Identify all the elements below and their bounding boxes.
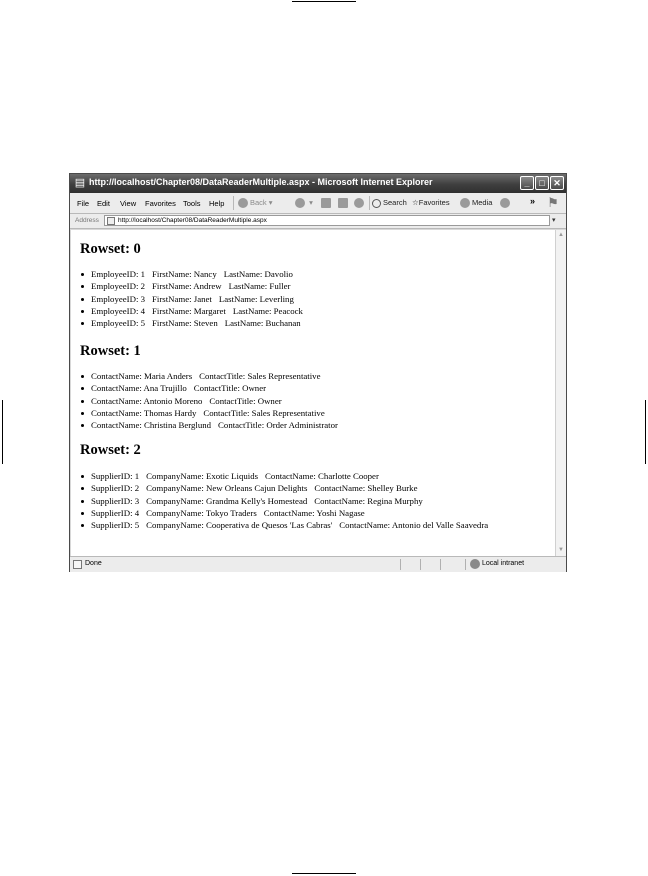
back-icon <box>238 198 248 208</box>
list-item: SupplierID: 5 CompanyName: Cooperativa de Quesos 'Las Cabras' ContactName: Antonio del Valle Saavedra <box>71 519 488 531</box>
status-divider <box>420 559 421 570</box>
status-divider <box>465 559 466 570</box>
favorites-star-icon: ☆ <box>412 198 419 207</box>
search-button[interactable] <box>372 198 407 208</box>
status-text: Done <box>85 560 102 567</box>
list-item: SupplierID: 1 CompanyName: Exotic Liquids ContactName: Charlotte Cooper <box>71 470 488 482</box>
history-icon <box>500 198 510 208</box>
menu-tools[interactable]: Tools <box>183 199 201 208</box>
search-icon <box>372 199 381 208</box>
list-item: SupplierID: 4 CompanyName: Tokyo Traders ContactName: Yoshi Nagase <box>71 507 488 519</box>
minimize-button[interactable]: _ <box>520 176 534 190</box>
right-margin-mark <box>645 400 646 464</box>
title-bar <box>70 174 566 193</box>
bottom-page-rule <box>292 873 356 874</box>
list-item: EmployeeID: 2 FirstName: Andrew LastName: Fuller <box>71 280 303 292</box>
vertical-scrollbar[interactable] <box>555 230 566 556</box>
address-input[interactable] <box>104 215 550 226</box>
left-margin-mark <box>2 400 3 464</box>
address-dropdown-icon[interactable]: ▾ <box>552 217 556 224</box>
page-icon <box>107 217 115 225</box>
media-button[interactable] <box>460 198 492 208</box>
toolbar-separator <box>233 196 234 210</box>
list-item: EmployeeID: 1 FirstName: Nancy LastName: Davolio <box>71 268 303 280</box>
ie-page-icon: ▤ <box>74 177 86 189</box>
list-item: SupplierID: 2 CompanyName: New Orleans Cajun Delights ContactName: Shelley Burke <box>71 482 488 494</box>
windows-logo-icon: ⚑ <box>547 195 559 210</box>
menu-edit[interactable]: Edit <box>97 199 110 208</box>
list-item: ContactName: Christina Berglund ContactTitle: Order Administrator <box>71 419 338 431</box>
toolbar-chevron[interactable]: » <box>530 196 536 206</box>
scroll-up-icon[interactable]: ▲ <box>558 232 564 238</box>
status-bar <box>70 556 566 572</box>
list-item: EmployeeID: 3 FirstName: Janet LastName: Leverling <box>71 293 303 305</box>
menu-view[interactable]: View <box>120 199 137 208</box>
intranet-zone-icon <box>470 559 480 569</box>
menu-help[interactable]: Help <box>209 199 225 208</box>
menu-toolbar-bar <box>70 193 566 214</box>
done-page-icon <box>73 560 82 569</box>
page-content <box>71 230 555 556</box>
refresh-icon <box>338 198 348 208</box>
favorites-button[interactable] <box>412 198 450 207</box>
status-divider <box>440 559 441 570</box>
list-item: ContactName: Antonio Moreno ContactTitle: Owner <box>71 395 338 407</box>
window-title: http://localhost/Chapter08/DataReaderMultiple.aspx - Microsoft Internet Explorer <box>89 177 433 187</box>
rowset-list <box>71 370 338 431</box>
favorites-label: Favorites <box>418 198 450 207</box>
menu-favorites[interactable]: Favorites <box>145 199 176 208</box>
list-item: ContactName: Ana Trujillo ContactTitle: Owner <box>71 382 338 394</box>
forward-button[interactable]: ▾ <box>295 198 313 208</box>
address-url: http://localhost/Chapter08/DataReaderMultiple.aspx <box>118 217 267 224</box>
rowset-list <box>71 268 303 329</box>
top-page-rule <box>292 1 356 2</box>
back-label: Back <box>250 198 267 207</box>
search-label: Search <box>383 198 407 207</box>
media-icon <box>460 198 470 208</box>
forward-icon <box>295 198 305 208</box>
home-button[interactable] <box>354 198 366 208</box>
rowset-heading: Rowset: 1 <box>80 343 141 359</box>
menu-file[interactable]: File <box>77 199 90 208</box>
maximize-button[interactable]: □ <box>535 176 549 190</box>
list-item: ContactName: Thomas Hardy ContactTitle: Sales Representative <box>71 407 338 419</box>
list-item: EmployeeID: 5 FirstName: Steven LastName: Buchanan <box>71 317 303 329</box>
refresh-button[interactable] <box>338 198 350 208</box>
address-label: Address <box>75 217 99 224</box>
home-icon <box>354 198 364 208</box>
status-divider <box>400 559 401 570</box>
back-button[interactable]: Back ▾ <box>238 198 273 208</box>
address-bar <box>70 214 566 229</box>
toolbar-separator <box>369 196 370 210</box>
scroll-down-icon[interactable]: ▼ <box>558 547 564 553</box>
stop-icon <box>321 198 331 208</box>
close-button[interactable]: ✕ <box>550 176 564 190</box>
zone-label: Local intranet <box>482 560 525 567</box>
rowset-heading: Rowset: 0 <box>80 241 141 257</box>
rowset-list <box>71 470 488 531</box>
rowset-heading: Rowset: 2 <box>80 442 141 458</box>
list-item: SupplierID: 3 CompanyName: Grandma Kelly's Homestead ContactName: Regina Murphy <box>71 495 488 507</box>
list-item: ContactName: Maria Anders ContactTitle: Sales Representative <box>71 370 338 382</box>
media-label: Media <box>472 198 493 207</box>
browser-window <box>69 173 567 572</box>
stop-button[interactable] <box>321 198 333 208</box>
history-button[interactable] <box>500 198 512 208</box>
list-item: EmployeeID: 4 FirstName: Margaret LastName: Peacock <box>71 305 303 317</box>
